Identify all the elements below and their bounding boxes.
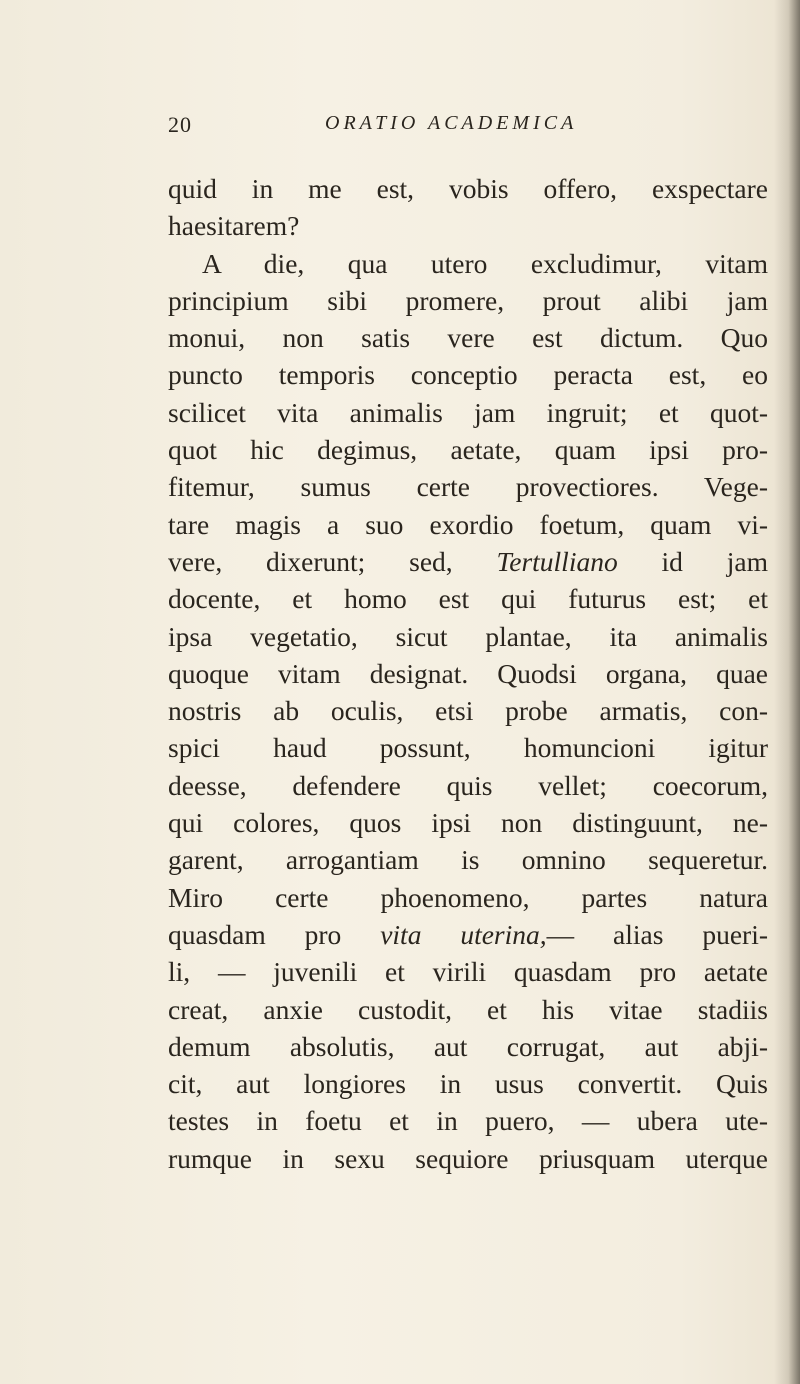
italic-name: Tertulliano	[496, 545, 618, 577]
text-line: quasdam pro vita uterina,— alias pueri-	[168, 918, 768, 950]
text-line: puncto temporis conceptio peracta est, eo	[168, 359, 768, 391]
text-line: monui, non satis vere est dictum. Quo	[168, 322, 768, 354]
text-line: creat, anxie custodit, et his vitae stadiis	[168, 993, 768, 1025]
text-line: garent, arrogantiam is omnino sequeretur.	[168, 844, 768, 876]
page-number: 20	[168, 112, 192, 137]
text-line: principium sibi promere, prout alibi jam	[168, 284, 768, 316]
text-line: tare magis a suo exordio foetum, quam vi-	[168, 508, 768, 540]
text-line: haesitarem?	[168, 210, 300, 242]
spine-shadow	[774, 0, 800, 1384]
text-line: quoque vitam designat. Quodsi organa, quae	[168, 657, 768, 689]
text-line: cit, aut longiores in usus convertit. Quis	[168, 1068, 768, 1100]
text-line: A die, qua utero excludimur, vitam	[202, 247, 768, 279]
text-line: quid in me est, vobis offero, exspectare	[168, 173, 768, 204]
text-line: deesse, defendere quis vellet; coecorum,	[168, 769, 768, 801]
text-line: spici haud possunt, homuncioni igitur	[168, 732, 768, 764]
text-line: li, — juvenili et virili quasdam pro aetate	[168, 956, 768, 988]
text-line: vere, dixerunt; sed, Tertulliano id jam	[168, 545, 768, 577]
text-line: qui colores, quos ipsi non distinguunt, ne-	[168, 807, 768, 839]
text-line: fitemur, sumus certe provectiores. Vege-	[168, 471, 768, 503]
text-line: ipsa vegetatio, sicut plantae, ita animalis	[168, 620, 768, 652]
text-line: testes in foetu et in puero, — ubera ute-	[168, 1105, 768, 1137]
italic-phrase: vita uterina,	[380, 918, 547, 950]
text-line: Miro certe phoenomeno, partes natura	[168, 881, 768, 913]
text-line: docente, et homo est qui futurus est; et	[168, 583, 768, 615]
running-head	[0, 112, 800, 148]
text-line: rumque in sexu sequiore priusquam uterque	[168, 1142, 768, 1174]
text-line: nostris ab oculis, etsi probe armatis, con-	[168, 695, 768, 727]
text-line: demum absolutis, aut corrugat, aut abji-	[168, 1030, 768, 1062]
running-head-title: ORATIO ACADEMICA	[325, 112, 578, 134]
body-text	[168, 170, 768, 1177]
text-line: scilicet vita animalis jam ingruit; et quot-	[168, 396, 768, 428]
text-line: quot hic degimus, aetate, quam ipsi pro-	[168, 434, 768, 466]
